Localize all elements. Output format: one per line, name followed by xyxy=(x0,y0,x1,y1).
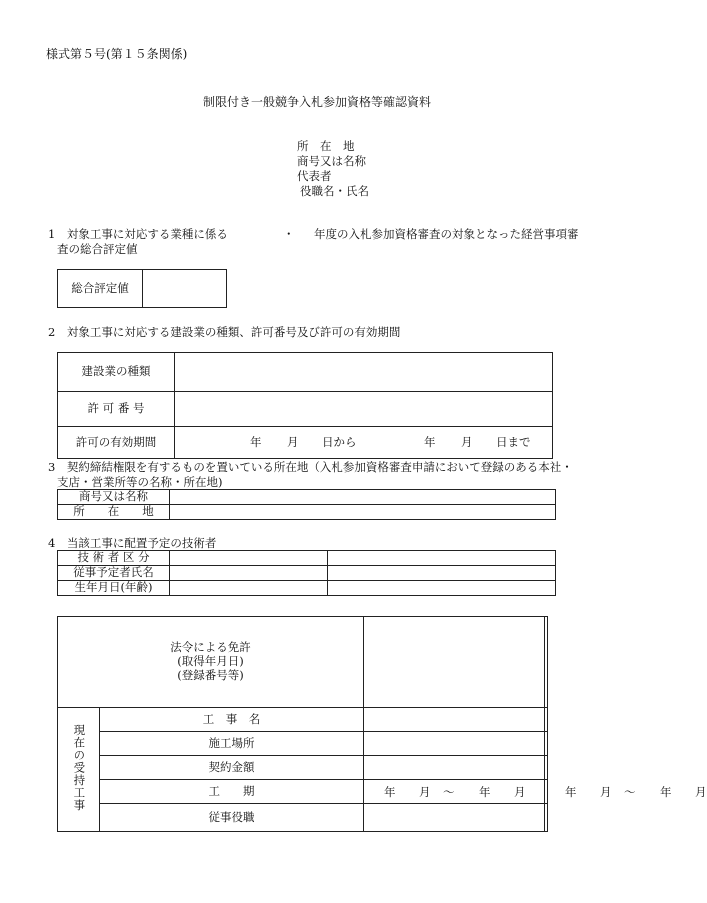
engineer-birthdate-label: 生年月日(年齢) xyxy=(58,581,170,596)
work-name-label: 工 事 名 xyxy=(100,708,364,732)
engineer-name-field-1[interactable] xyxy=(170,566,328,581)
period-1-from-month: 月 xyxy=(419,785,431,799)
representative-label: 代表者 xyxy=(297,169,332,183)
period-1-to-month: 月 xyxy=(514,785,526,799)
s1-heading-c: 査の総合評定値 xyxy=(57,242,138,256)
trade-type-field[interactable] xyxy=(175,353,553,392)
s1-heading-b: 年度の入札参加資格審査の対象となった経営事項審 xyxy=(314,227,579,241)
s3-heading-b: 支店・営業所等の名称・所在地) xyxy=(57,475,223,489)
validity-to-day: 日まで xyxy=(496,435,531,449)
document-title: 制限付き一般競争入札参加資格等確認資料 xyxy=(203,95,432,109)
office-name-label: 商号又は名称 xyxy=(58,490,170,505)
license-field-2[interactable] xyxy=(545,617,548,708)
engineer-name-field-2[interactable] xyxy=(328,566,556,581)
office-table xyxy=(57,489,556,520)
work-site-field-1[interactable] xyxy=(364,732,545,756)
work-site-field-2[interactable] xyxy=(545,732,548,756)
license-field-1[interactable] xyxy=(364,617,545,708)
current-works-label: 現在の受持工事 xyxy=(72,723,87,812)
validity-from-day: 日から xyxy=(322,435,357,449)
qualification-table xyxy=(57,616,707,832)
contract-amount-label: 契約金額 xyxy=(100,756,364,780)
period-1-to-year: 年 xyxy=(479,785,491,799)
validity-to-month: 月 xyxy=(461,435,473,449)
validity-label: 許可の有効期間 xyxy=(58,427,175,459)
engineer-class-field-1[interactable] xyxy=(170,551,328,566)
role-field-1[interactable] xyxy=(364,804,545,832)
score-label: 総合評定値 xyxy=(58,270,143,308)
permit-number-label: 許 可 番 号 xyxy=(58,392,175,427)
s2-heading: 2 対象工事に対応する建設業の種類、許可番号及び許可の有効期間 xyxy=(48,325,401,339)
office-address-field[interactable] xyxy=(170,505,556,520)
contract-amount-field-1[interactable] xyxy=(364,756,545,780)
score-value-field[interactable] xyxy=(143,270,227,308)
license-label: 法令による免許 xyxy=(170,640,251,655)
license-number-label: (登録番号等) xyxy=(177,667,244,682)
engineer-table xyxy=(57,550,556,596)
s3-heading-a: 3 契約締結権限を有するものを置いている所在地（入札参加資格審査申請において登録のある本社・ xyxy=(48,460,573,474)
validity-from-year: 年 xyxy=(250,435,262,449)
period-2-to-month: 月 xyxy=(695,785,707,799)
contract-amount-field-2[interactable] xyxy=(545,756,548,780)
engineer-birthdate-field-1[interactable] xyxy=(170,581,328,596)
permit-number-field[interactable] xyxy=(175,392,553,427)
work-name-field-2[interactable] xyxy=(545,708,548,732)
period-2-from-year: 年 xyxy=(565,785,577,799)
validity-from-month: 月 xyxy=(287,435,299,449)
office-name-field[interactable] xyxy=(170,490,556,505)
work-name-field-1[interactable] xyxy=(364,708,545,732)
period-1-from-year: 年 xyxy=(384,785,396,799)
s1-heading-a: 1 対象工事に対応する業種に係る xyxy=(48,227,228,241)
license-date-label: (取得年月日) xyxy=(177,654,244,669)
period-2-tilde: 〜 xyxy=(624,785,636,799)
work-site-label: 施工場所 xyxy=(100,732,364,756)
period-1-tilde: 〜 xyxy=(443,785,455,799)
license-table xyxy=(57,352,553,459)
work-period-field-2[interactable] xyxy=(545,780,707,804)
engineer-birthdate-field-2[interactable] xyxy=(328,581,556,596)
role-label: 従事役職 xyxy=(100,804,364,832)
work-period-field-1[interactable] xyxy=(364,780,545,804)
position-name-label: 役職名・氏名 xyxy=(300,184,369,198)
address-label: 所 在 地 xyxy=(297,139,355,153)
work-period-label: 工 期 xyxy=(100,780,364,804)
license-label-cell xyxy=(58,617,364,708)
s4-heading: 4 当該工事に配置予定の技術者 xyxy=(48,536,217,550)
office-address-label: 所 在 地 xyxy=(58,505,170,520)
engineer-class-label: 技 術 者 区 分 xyxy=(58,551,170,566)
role-field-2[interactable] xyxy=(545,804,548,832)
company-name-label: 商号又は名称 xyxy=(297,154,366,168)
s1-heading-dot: ・ xyxy=(283,227,295,241)
engineer-name-label: 従事予定者氏名 xyxy=(58,566,170,581)
trade-type-label: 建設業の種類 xyxy=(58,353,175,392)
form-number: 様式第５号(第１５条関係) xyxy=(46,47,188,61)
score-table xyxy=(57,269,227,308)
engineer-class-field-2[interactable] xyxy=(328,551,556,566)
validity-to-year: 年 xyxy=(424,435,436,449)
period-2-to-year: 年 xyxy=(660,785,672,799)
validity-field[interactable] xyxy=(175,427,553,459)
period-2-from-month: 月 xyxy=(600,785,612,799)
current-works-cell xyxy=(58,708,100,832)
